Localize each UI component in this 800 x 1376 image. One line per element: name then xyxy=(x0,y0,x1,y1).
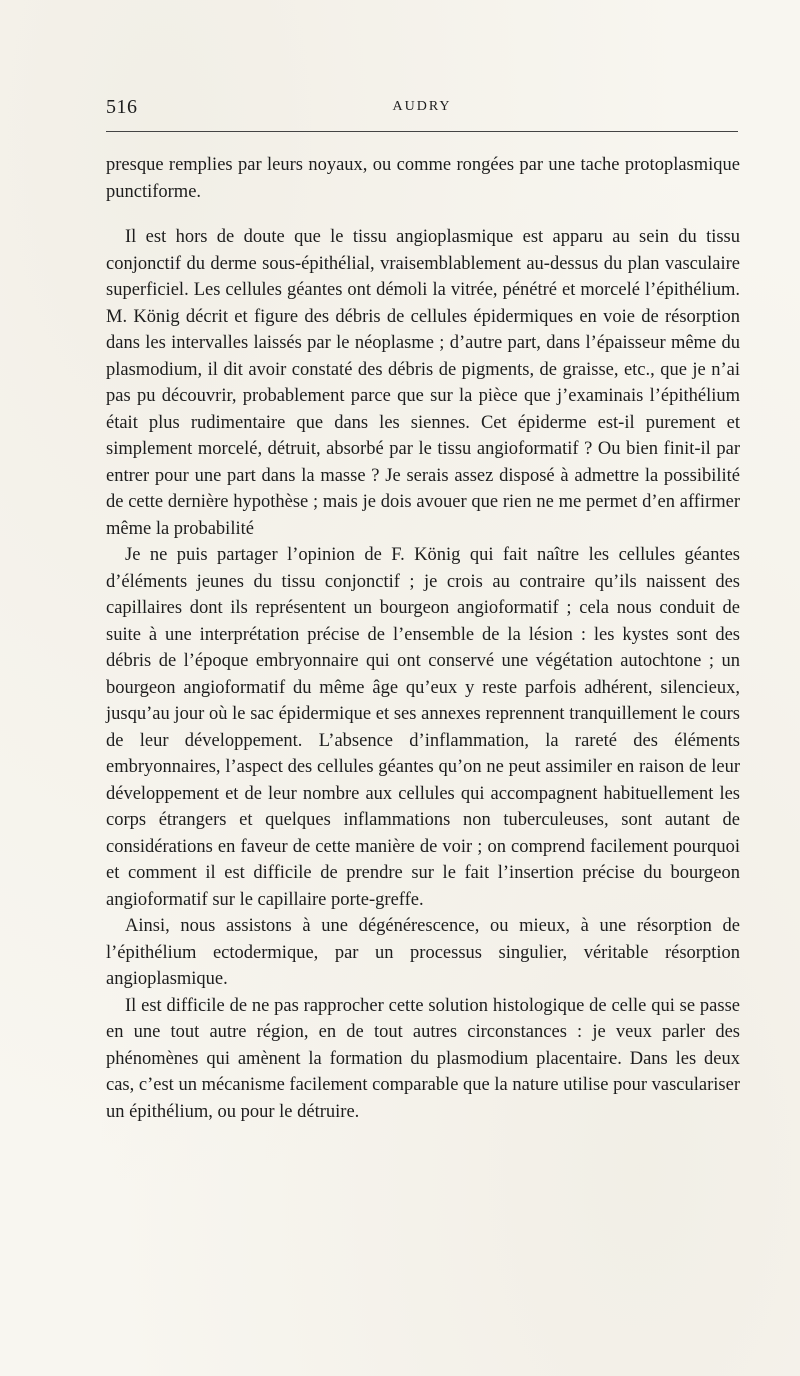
paragraph: Il est difficile de ne pas rapprocher cette solution histologique de celle qui se passe en une tout autre région, en de tout autres circonstances : je veux parler des phénomènes qui amènent la formation du plasmodium placentaire. Dans les deux cas, c’est un mécanisme facilement comparable que la nature utilise pour vasculariser un épithélium, ou pour le détruire. xyxy=(106,995,740,1122)
paragraph: Ainsi, nous assistons à une dégénérescence, ou mieux, à une résorption de l’épithélium ectodermique, par un processus singulier, véritable résorption angioplasmique. xyxy=(106,916,740,989)
page-header xyxy=(106,96,738,126)
body-text xyxy=(106,152,740,1125)
header-rule xyxy=(106,131,738,132)
paragraph-continued: presque remplies par leurs noyaux, ou comme rongées par une tache protoplasmique punctiforme. xyxy=(106,155,740,202)
page-number: 516 xyxy=(106,96,138,118)
paragraph: Je ne puis partager l’opinion de F. König qui fait naître les cellules géantes d’éléments jeunes du tissu conjonctif ; je crois au contraire qu’ils naissent des capillaires dont ils représentent un bourgeon angioformatif ; cela nous conduit de suite à une interprétation précise de l’ensemble de la lésion : les kystes sont des débris de l’époque embryonnaire qui ont conservé une végétation autochtone ; un bourgeon angioformatif du même âge qu’eux y reste parfois adhérent, silencieux, jusqu’au jour où le sac épidermique et ses annexes reprennent tranquillement le cours de leur développement. L’absence d’inflammation, la rareté des éléments embryonnaires, l’aspect des cellules géantes qu’on ne peut assimiler en raison de leur développement et de leur nombre aux cellules qui accompagnent habituellement les corps étrangers et quelques inflammations non tuberculeuses, sont autant de considérations en faveur de cette manière de voir ; on comprend facilement pourquoi et comment il est difficile de prendre sur le fait l’insertion précise du bourgeon angioformatif sur le capillaire porte-greffe. xyxy=(106,545,740,910)
running-title: AUDRY xyxy=(392,99,452,114)
paragraph: Il est hors de doute que le tissu angioplasmique est apparu au sein du tissu conjonctif du derme sous-épithélial, vraisemblablement au-dessus du plan vasculaire superficiel. Les cellules géantes ont démoli la vitrée, pénétré et morcelé l’épithélium. M. König décrit et figure des débris de cellules épidermiques en voie de résorption dans les intervalles laissés par le néoplasme ; d’autre part, dans l’épaisseur même du plasmodium, il dit avoir constaté des débris de pigments, de graisse, etc., que je n’ai pas pu découvrir, probablement parce que sur la pièce que j’examinais l’épithélium était plus rudimentaire que dans les siennes. Cet épiderme est-il purement et simplement morcelé, détruit, absorbé par le tissu angioformatif ? Ou bien finit-il par entrer pour une part dans la masse ? Je serais assez disposé à admettre la possibilité de cette dernière hypothèse ; mais je dois avouer que rien ne me permet d’en affirmer même la probabilité xyxy=(106,227,740,539)
